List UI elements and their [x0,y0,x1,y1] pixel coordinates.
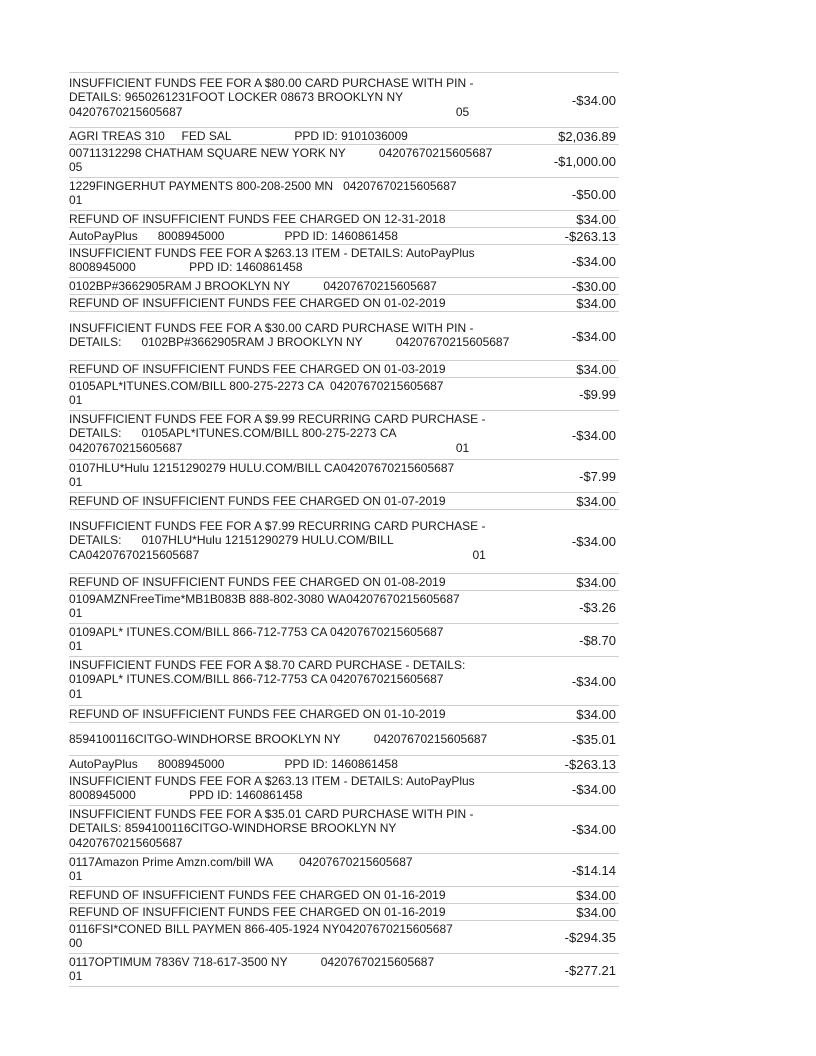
description-line: REFUND OF INSUFFICIENT FUNDS FEE CHARGED ON 01-10-2019 [69,707,446,721]
transaction-description [69,279,539,293]
transaction-description [69,461,539,490]
description-line: AutoPayPlus 8008945000 PPD ID: 1460861458 [69,229,398,243]
transaction-description [69,412,539,455]
transaction-description [69,146,539,175]
transaction-amount: $34.00 [576,706,616,722]
description-line: 0109APL* ITUNES.COM/BILL 866-712-7753 CA 04207670215605687 [69,672,444,687]
transaction-description [69,575,539,589]
description-line: DETAILS: 9650261231FOOT LOCKER 08673 BROOKLYN NY [69,90,404,105]
transaction-amount: $34.00 [576,493,616,509]
transaction-amount: $34.00 [576,574,616,590]
transaction-row [69,887,619,904]
transaction-description [69,955,539,984]
transaction-description [69,807,539,850]
description-line: 04207670215605687 05 [69,104,470,119]
description-line: INSUFFICIENT FUNDS FEE FOR A $80.00 CARD PURCHASE WITH PIN - [69,76,474,90]
transaction-description [69,757,539,771]
transaction-row [69,723,619,756]
description-line: 01 [69,869,83,884]
transaction-row [69,756,619,773]
description-line: 8594100116CITGO-WINDHORSE BROOKLYN NY 04207670215605687 [69,732,488,746]
transaction-description [69,212,539,226]
description-line: 0117Amazon Prime Amzn.com/bill WA 04207670215605687 [69,855,413,869]
transaction-description [69,855,539,884]
transaction-amount: -$34.00 [571,253,616,269]
transaction-amount: $2,036.89 [558,128,616,144]
transaction-row [69,493,619,510]
description-line: 01 [69,639,83,654]
transaction-description [69,707,539,721]
description-line: AGRI TREAS 310 FED SAL PPD ID: 9101036009 [69,129,408,143]
transaction-row [69,128,619,145]
description-line: INSUFFICIENT FUNDS FEE FOR A $8.70 CARD PURCHASE - DETAILS: [69,658,466,672]
transaction-amount: -$277.21 [564,962,616,978]
transaction-row [69,657,619,706]
transaction-amount: -$14.14 [571,862,616,878]
transaction-row [69,228,619,245]
transaction-row [69,460,619,493]
transaction-amount: -$1,000.00 [553,153,616,169]
description-line: REFUND OF INSUFFICIENT FUNDS FEE CHARGED ON 01-07-2019 [69,494,446,508]
transaction-description [69,296,539,310]
transaction-description [69,179,539,208]
description-line: 01 [69,686,83,701]
transaction-row [69,211,619,228]
description-line: INSUFFICIENT FUNDS FEE FOR A $9.99 RECURRING CARD PURCHASE - [69,412,486,426]
transaction-row [69,278,619,295]
transaction-row [69,245,619,278]
description-line: INSUFFICIENT FUNDS FEE FOR A $35.01 CARD PURCHASE WITH PIN - [69,807,474,821]
transaction-description [69,229,539,243]
description-line: 1229FINGERHUT PAYMENTS 800-208-2500 MN 04207670215605687 [69,179,457,193]
transaction-row [69,361,619,378]
description-line: 01 [69,393,83,408]
transaction-table [69,72,619,987]
transaction-row [69,773,619,806]
description-line: 04207670215605687 01 [69,440,470,455]
description-line: 01 [69,969,83,984]
transaction-row [69,624,619,657]
transaction-description [69,519,539,562]
transaction-description [69,658,539,701]
transaction-row [69,921,619,954]
transaction-row [69,510,619,574]
transaction-description [69,592,539,621]
description-line: DETAILS: 8594100116CITGO-WINDHORSE BROOKLYN NY [69,821,397,836]
transaction-description [69,76,539,119]
description-line: INSUFFICIENT FUNDS FEE FOR A $263.13 ITEM - DETAILS: AutoPayPlus [69,774,475,788]
transaction-amount: -$34.00 [571,328,616,344]
transaction-row [69,178,619,211]
transaction-description [69,625,539,654]
transaction-row [69,73,619,128]
transaction-amount: -$8.70 [579,632,616,648]
transaction-row [69,854,619,887]
transaction-amount: -$50.00 [571,186,616,202]
transaction-row [69,904,619,921]
description-line: REFUND OF INSUFFICIENT FUNDS FEE CHARGED ON 01-16-2019 [69,905,446,919]
transaction-description [69,922,539,951]
description-line: REFUND OF INSUFFICIENT FUNDS FEE CHARGED ON 12-31-2018 [69,212,446,226]
transaction-description [69,129,539,143]
transaction-amount: -$34.00 [571,822,616,837]
transaction-amount: $34.00 [576,211,616,227]
transaction-amount: -$34.00 [571,673,616,689]
transaction-description [69,321,539,350]
transaction-amount: -$30.00 [571,278,616,294]
transaction-description [69,888,539,902]
transaction-amount: -$9.99 [579,386,616,402]
description-line: DETAILS: 0107HLU*Hulu 12151290279 HULU.COM/BILL [69,533,394,548]
transaction-amount: -$35.01 [571,731,616,747]
transaction-amount: $34.00 [576,295,616,311]
transaction-row [69,706,619,723]
description-line: 00 [69,936,83,951]
description-line: REFUND OF INSUFFICIENT FUNDS FEE CHARGED ON 01-02-2019 [69,296,446,310]
transaction-row [69,378,619,411]
transaction-amount: -$34.00 [571,427,616,443]
transaction-amount: -$34.00 [571,92,616,108]
transaction-amount: -$7.99 [579,468,616,484]
transaction-amount: $34.00 [576,361,616,377]
description-line: 01 [69,193,83,208]
description-line: 8008945000 PPD ID: 1460861458 [69,260,303,275]
description-line: REFUND OF INSUFFICIENT FUNDS FEE CHARGED ON 01-16-2019 [69,888,446,902]
description-line: 04207670215605687 [69,835,183,850]
transaction-amount: -$263.13 [564,756,616,772]
description-line: 0109APL* ITUNES.COM/BILL 866-712-7753 CA 04207670215605687 [69,625,444,639]
description-line: 01 [69,606,83,621]
transaction-description [69,379,539,408]
description-line: 8008945000 PPD ID: 1460861458 [69,788,303,803]
transaction-row [69,411,619,460]
transaction-row [69,954,619,987]
transaction-description [69,246,539,275]
transaction-description [69,494,539,508]
description-line: INSUFFICIENT FUNDS FEE FOR A $30.00 CARD PURCHASE WITH PIN - [69,321,474,335]
description-line: 00711312298 CHATHAM SQUARE NEW YORK NY 04207670215605687 [69,146,493,160]
description-line: 0109AMZNFreeTime*MB1B083B 888-802-3080 WA04207670215605687 [69,592,460,606]
transaction-amount: $34.00 [576,904,616,920]
description-line: 0117OPTIMUM 7836V 718-617-3500 NY 04207670215605687 [69,955,435,969]
description-line: 0116FSI*CONED BILL PAYMEN 866-405-1924 NY04207670215605687 [69,922,453,936]
transaction-row [69,295,619,312]
description-line: 01 [69,475,83,490]
description-line: INSUFFICIENT FUNDS FEE FOR A $7.99 RECURRING CARD PURCHASE - [69,519,486,533]
description-line: DETAILS: 0102BP#3662905RAM J BROOKLYN NY 04207670215605687 [69,335,510,350]
description-line: 05 [69,160,83,175]
transaction-amount: -$263.13 [564,228,616,244]
description-line: 0107HLU*Hulu 12151290279 HULU.COM/BILL CA04207670215605687 [69,461,455,475]
transaction-amount: $34.00 [576,887,616,903]
description-line: INSUFFICIENT FUNDS FEE FOR A $263.13 ITEM - DETAILS: AutoPayPlus [69,246,475,260]
transaction-amount: -$294.35 [564,929,616,945]
description-line: AutoPayPlus 8008945000 PPD ID: 1460861458 [69,757,398,771]
transaction-description [69,732,539,746]
description-line: 0102BP#3662905RAM J BROOKLYN NY 04207670215605687 [69,279,437,293]
transaction-amount: -$3.26 [579,599,616,615]
transaction-amount: -$34.00 [571,781,616,797]
transaction-row [69,574,619,591]
description-line: CA04207670215605687 01 [69,547,486,562]
description-line: 0105APL*ITUNES.COM/BILL 800-275-2273 CA 04207670215605687 [69,379,444,393]
transaction-description [69,774,539,803]
transaction-row [69,145,619,178]
description-line: REFUND OF INSUFFICIENT FUNDS FEE CHARGED ON 01-08-2019 [69,575,446,589]
transaction-row [69,591,619,624]
description-line: DETAILS: 0105APL*ITUNES.COM/BILL 800-275-2273 CA [69,426,397,441]
transaction-row [69,806,619,854]
transaction-description [69,362,539,376]
description-line: REFUND OF INSUFFICIENT FUNDS FEE CHARGED ON 01-03-2019 [69,362,446,376]
transaction-row [69,312,619,361]
transaction-amount: -$34.00 [571,534,616,549]
transaction-description [69,905,539,919]
